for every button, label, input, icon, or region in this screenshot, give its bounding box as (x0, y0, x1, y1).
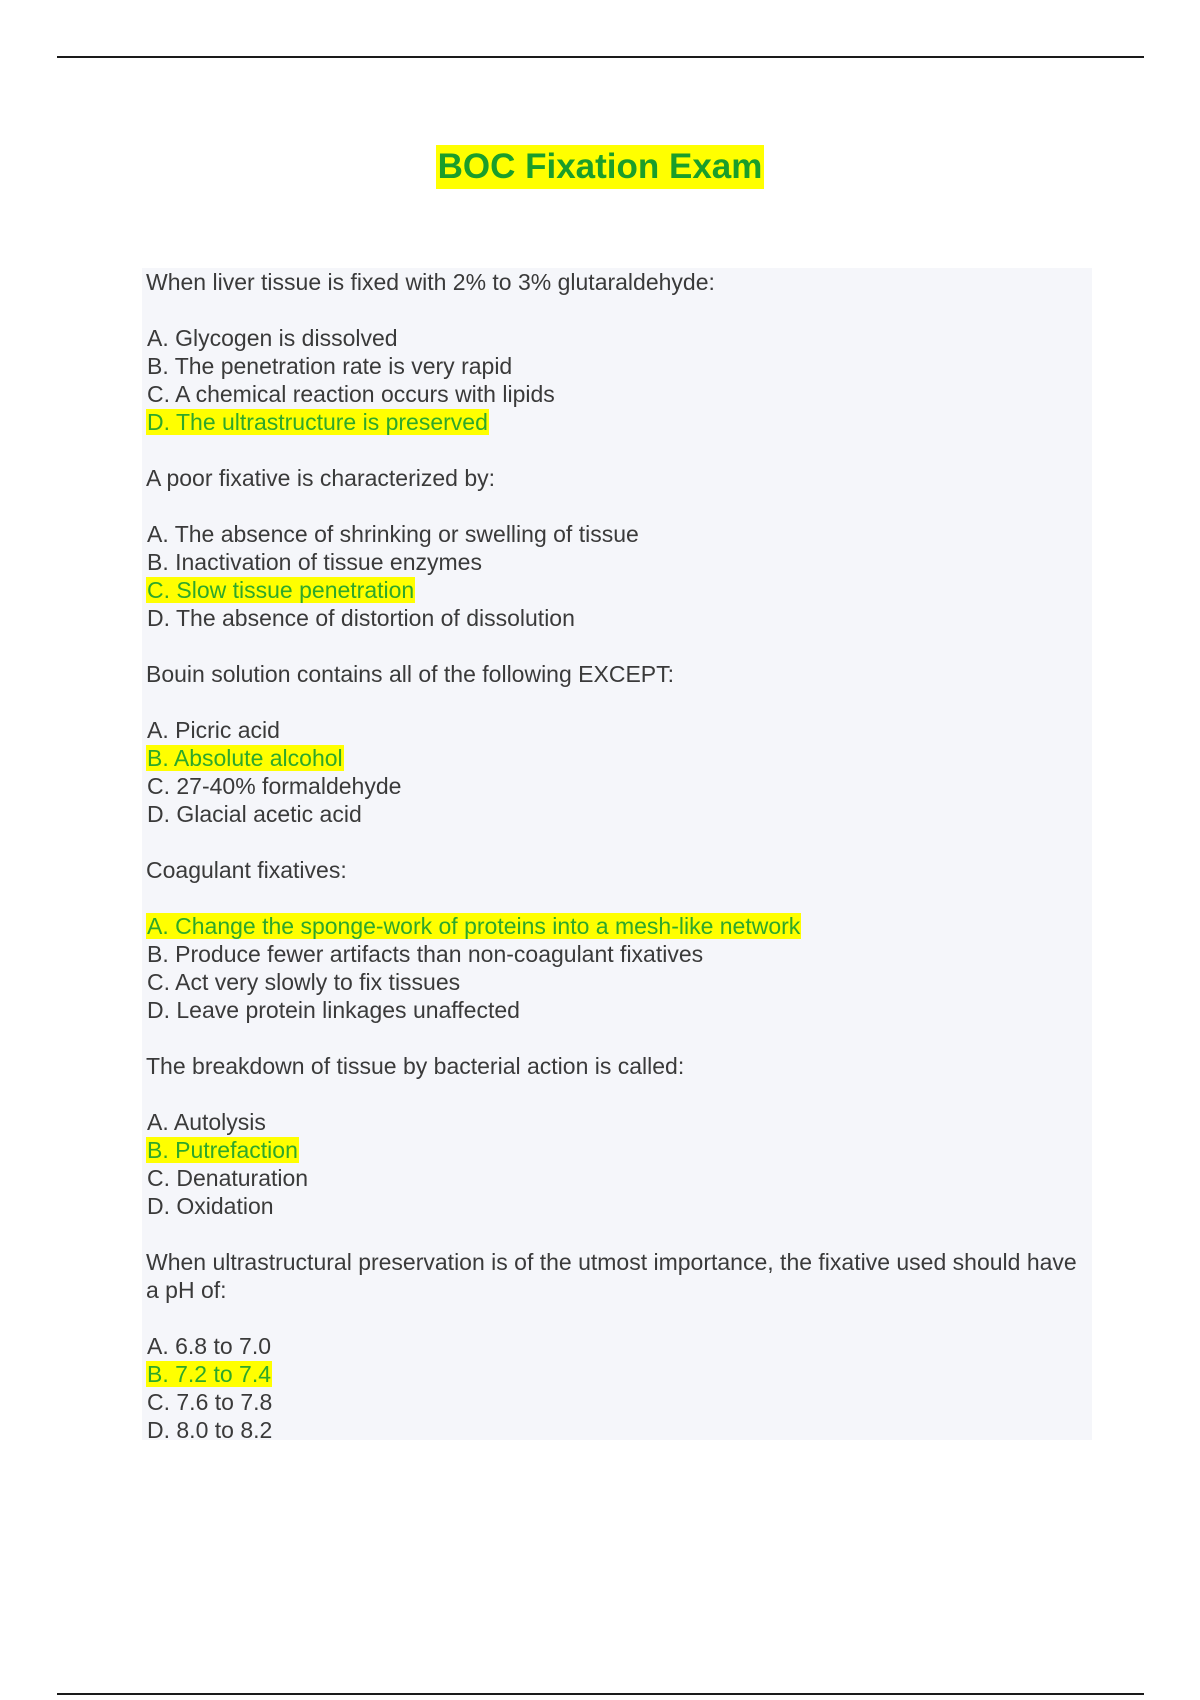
option-b: B. 7.2 to 7.4 (147, 1361, 272, 1387)
bottom-rule (57, 1693, 1144, 1695)
option-b: B. Putrefaction (147, 1137, 298, 1163)
question-text: When ultrastructural preservation is of the utmost importance, the fixative used should have a pH of: (146, 1249, 1077, 1303)
top-rule (57, 56, 1144, 58)
option-d: D. 8.0 to 8.2 (147, 1417, 273, 1443)
question-4 (146, 856, 1092, 1024)
option-d: D. Leave protein linkages unaffected (147, 997, 520, 1023)
question-list (142, 268, 1092, 1444)
question-6 (146, 1248, 1092, 1444)
option-c: C. Slow tissue penetration (147, 577, 415, 603)
question-text: Coagulant fixatives: (146, 857, 347, 883)
question-text: Bouin solution contains all of the following EXCEPT: (146, 661, 675, 687)
option-a: A. Autolysis (147, 1109, 266, 1135)
question-1 (146, 268, 1092, 436)
option-d: D. The ultrastructure is preserved (147, 409, 488, 435)
option-d: D. Glacial acetic acid (147, 801, 362, 827)
option-c: C. Act very slowly to fix tissues (147, 969, 461, 995)
option-list (146, 912, 1092, 1024)
option-b: B. Inactivation of tissue enzymes (147, 549, 482, 575)
question-text: The breakdown of tissue by bacterial action is called: (146, 1053, 685, 1079)
question-3 (146, 660, 1092, 828)
option-a: A. 6.8 to 7.0 (147, 1333, 272, 1359)
option-c: C. 7.6 to 7.8 (147, 1389, 273, 1415)
option-c: C. Denaturation (147, 1165, 309, 1191)
question-5 (146, 1052, 1092, 1220)
option-c: C. A chemical reaction occurs with lipids (147, 381, 555, 407)
questions-panel (142, 268, 1092, 1443)
question-text: When liver tissue is fixed with 2% to 3% glutaraldehyde: (146, 269, 715, 295)
option-c: C. 27-40% formaldehyde (147, 773, 402, 799)
option-list (146, 324, 1092, 436)
title-area (0, 145, 1200, 189)
option-a: A. Picric acid (147, 717, 280, 743)
option-list (146, 716, 1092, 828)
option-d: D. The absence of distortion of dissolution (147, 605, 575, 631)
option-d: D. Oxidation (147, 1193, 274, 1219)
question-2 (146, 464, 1092, 632)
option-a: A. The absence of shrinking or swelling of tissue (147, 521, 639, 547)
option-list (146, 1332, 1092, 1444)
option-list (146, 1108, 1092, 1220)
option-b: B. The penetration rate is very rapid (147, 353, 513, 379)
question-text: A poor fixative is characterized by: (146, 465, 495, 491)
option-list (146, 520, 1092, 632)
page-title: BOC Fixation Exam (436, 145, 765, 189)
option-b: B. Produce fewer artifacts than non-coagulant fixatives (147, 941, 704, 967)
option-a: A. Glycogen is dissolved (147, 325, 398, 351)
option-a: A. Change the sponge-work of proteins into a mesh-like network (147, 913, 801, 939)
option-b: B. Absolute alcohol (147, 745, 343, 771)
